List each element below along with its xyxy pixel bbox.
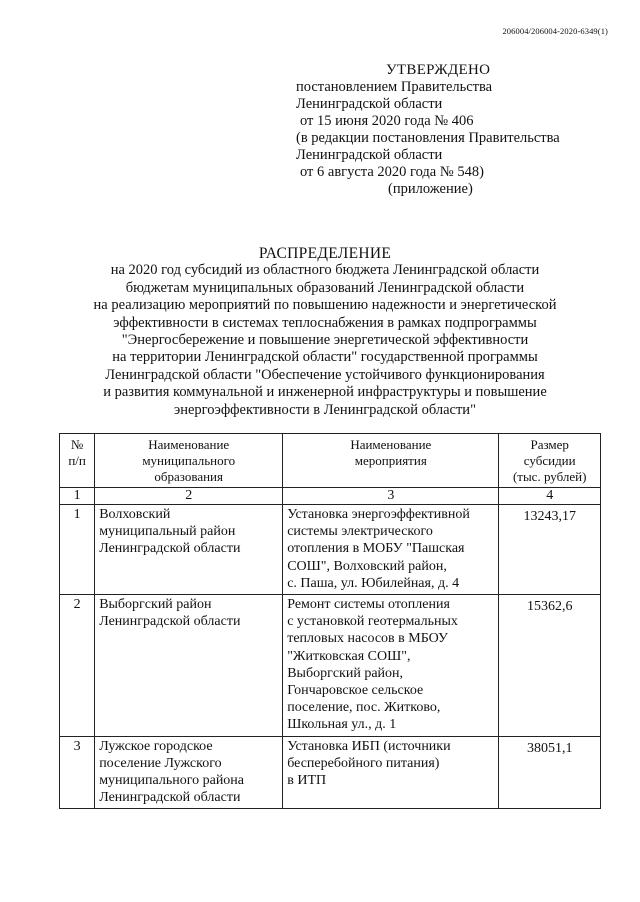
row-activity: Установка ИБП (источники бесперебойного питания) в ИТП	[283, 736, 499, 809]
document-registration-number: 206004/206004-2020-6349(1)	[502, 26, 608, 36]
approval-note: (приложение)	[388, 181, 473, 197]
table-row	[60, 736, 601, 809]
row-municipality: Волховский муниципальный район Ленинградской области	[95, 505, 283, 595]
approval-line: Ленинградской области	[296, 96, 443, 112]
title-line: бюджетам муниципальных образований Ленинградской области	[125, 279, 525, 296]
column-number: 1	[60, 488, 95, 505]
header-number: № п/п	[60, 434, 95, 488]
header-amount: Размер субсидии (тыс. рублей)	[499, 434, 601, 488]
title-line: и развития коммунальной и инженерной инфраструктуры и повышение	[103, 384, 547, 401]
row-number: 2	[60, 595, 95, 737]
row-number: 1	[60, 505, 95, 595]
column-number-row	[60, 488, 601, 505]
table-row	[60, 595, 601, 737]
table-header-row	[60, 434, 601, 488]
title-line: Ленинградской области "Обеспечение устойчивого функционирования	[105, 366, 545, 383]
column-number: 2	[95, 488, 283, 505]
title-line: энергоэффективности в Ленинградской области"	[174, 401, 476, 418]
row-municipality: Выборгский район Ленинградской области	[95, 595, 283, 737]
header-municipality: Наименование муниципального образования	[95, 434, 283, 488]
row-activity: Установка энергоэффективной системы электрического отопления в МОБУ "Пашская СОШ", Волховский район, с. Паша, ул. Юбилейная, д. 4	[283, 505, 499, 595]
row-number: 3	[60, 736, 95, 809]
title-line: "Энергосбережение и повышение энергетической эффективности	[121, 332, 529, 349]
approval-line: постановлением Правительства	[296, 79, 493, 95]
document-title: РАСПРЕДЕЛЕНИЕ	[258, 245, 392, 262]
title-line: на территории Ленинградской области" государственной программы	[112, 349, 538, 366]
approval-line: Ленинградской области	[296, 147, 443, 163]
approval-line: (в редакции постановления Правительства	[296, 130, 560, 146]
row-amount: 38051,1	[499, 736, 601, 809]
column-number: 3	[283, 488, 499, 505]
row-activity: Ремонт системы отопления с установкой геотермальных тепловых насосов в МБОУ "Житковская СОШ", Выборгский район, Гончаровское сельское поселение, пос. Житково, Школьная ул., д. 1	[283, 595, 499, 737]
table-row	[60, 505, 601, 595]
title-line: эффективности в системах теплоснабжения в рамках подпрограммы	[113, 314, 537, 331]
title-line: на 2020 год субсидий из областного бюджета Ленинградской области	[110, 262, 540, 279]
approval-line: от 6 августа 2020 года № 548)	[300, 164, 484, 180]
title-line: на реализацию мероприятий по повышению надежности и энергетической	[93, 297, 557, 314]
approval-block	[296, 62, 616, 198]
row-municipality: Лужское городское поселение Лужского муниципального района Ленинградской области	[95, 736, 283, 809]
subsidy-distribution-table	[59, 433, 601, 809]
row-amount: 15362,6	[499, 595, 601, 737]
approval-line: от 15 июня 2020 года № 406	[300, 113, 474, 129]
column-number: 4	[499, 488, 601, 505]
document-title-block	[40, 245, 610, 419]
approval-heading: УТВЕРЖДЕНО	[386, 62, 491, 78]
header-activity: Наименование мероприятия	[283, 434, 499, 488]
row-amount: 13243,17	[499, 505, 601, 595]
